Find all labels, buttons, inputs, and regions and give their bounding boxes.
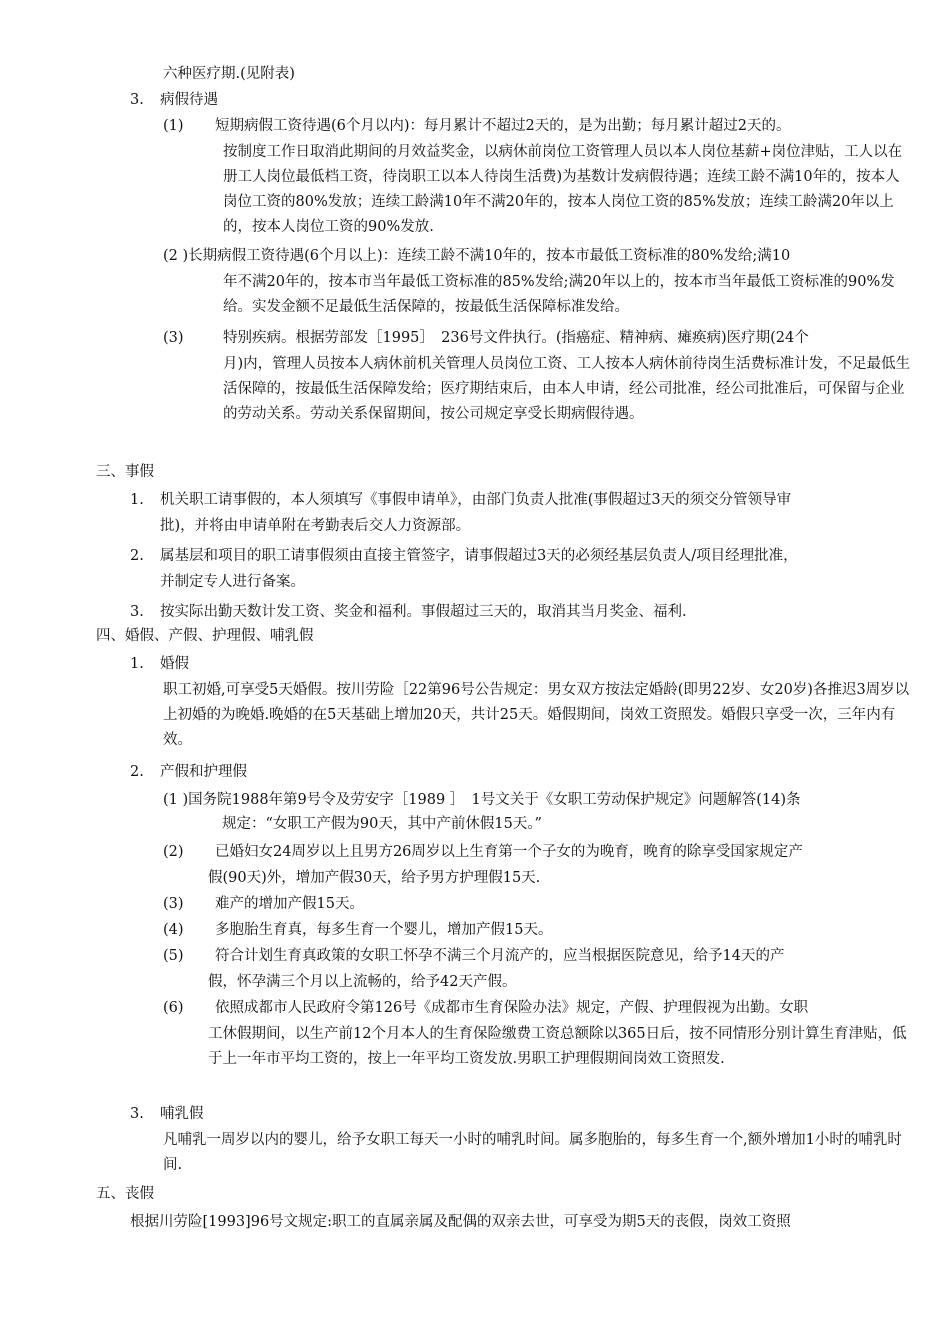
subitem-first-line <box>163 114 791 139</box>
item-title: 婚假 <box>160 656 189 672</box>
list-item-title <box>130 760 247 785</box>
item-number: 3. <box>130 604 144 620</box>
subitem-first-line <box>163 326 809 351</box>
section-heading-sick-leave <box>130 88 218 113</box>
subitem-continuation: 按制度工作日取消此期间的月效益奖金，以病休前岗位工资管理人员以本人岗位基薪+岗位津贴，工人以在册工人岗位最低档工资，待岗职工以本人待岗生活费)为基数计发病假待遇；连续工龄不满10年的，按本人岗位工资的80%发放；连续工龄满10年不满20年的，按本人岗位工资的85%发放；连续工龄满20年以上的，按本人岗位工资的90%发放. <box>223 144 903 235</box>
subitem-first-line <box>163 840 803 865</box>
subitem-continuation: 年不满20年的，按本市当年最低工资标准的85%发给;满20年以上的，按本市当年最低工资标准的90%发给。实发金额不足最低生活保障的，按最低生活保障标准发给。 <box>223 274 895 315</box>
subitem-text: 已婚妇女24周岁以上且男方26周岁以上生育第一个子女的为晚育，晚育的除享受国家规定产 <box>215 844 803 860</box>
list-item-continuation: 并制定专人进行备案。 <box>160 574 305 590</box>
item-text: 属基层和项目的职工请事假须由直接主管签字，请事假超过3天的必须经基层负责人/项目经理批准， <box>160 548 798 564</box>
paragraph: 凡哺乳一周岁以内的婴儿，给予女职工每天一小时的哺乳时间。属多胞胎的，每多生育一个,额外增加1小时的哺乳时间. <box>163 1132 902 1173</box>
subitem-text: 特别疾病。根据劳部发［1995］ 236号文件执行。(指癌症、精神病、瘫痪病)医疗期(24个 <box>223 330 809 346</box>
subitem-number: (3) <box>163 896 184 912</box>
item-title: 产假和护理假 <box>160 764 247 780</box>
subitem-text: 多胞胎生育真，每多生育一个婴儿，增加产假15天。 <box>215 922 553 938</box>
subitem-text: 短期病假工资待遇(6个月以内)：每月累计不超过2天的，是为出勤；每月累计超过2天的。 <box>215 118 791 134</box>
subitem-first-line: (2 )长期病假工资待遇(6个月以上)：连续工龄不满10年的，按本市最低工资标准的80%发给;满10 <box>163 248 791 264</box>
subitem-continuation: 假，怀孕满三个月以上流畅的，给予42天产假。 <box>208 974 517 990</box>
subitem-text: 难产的增加产假15天。 <box>215 896 364 912</box>
list-item <box>130 600 687 625</box>
list-item-first-line <box>130 488 791 513</box>
item-number: 3. <box>130 92 144 108</box>
subitem <box>163 892 364 917</box>
paragraph: 职工初婚,可享受5天婚假。按川劳险［22第96号公告规定：男女双方按法定婚龄(即男22岁、女20岁)各推迟3周岁以上初婚的为晚婚.晚婚的在5天基础上增加20天，共计25天。婚假期间，岗效工资照发。婚假只享受一次，三年内有效。 <box>163 682 910 748</box>
list-item-title <box>130 652 189 677</box>
item-number: 2. <box>130 764 144 780</box>
list-item-continuation: 批)，并将由申请单附在考勤表后交人力资源部。 <box>160 518 471 534</box>
subitem-continuation: 规定：“女职工产假为90天，其中产前休假15天。” <box>222 816 542 832</box>
list-item-first-line <box>130 544 798 569</box>
section-heading-personal-leave: 三、事假 <box>96 464 154 480</box>
item-text: 按实际出勤天数计发工资、奖金和福利。事假超过三天的，取消其当月奖金、福利. <box>160 604 687 620</box>
item-number: 1. <box>130 492 144 508</box>
section-heading-marriage-maternity: 四、婚假、产假、护理假、哺乳假 <box>96 628 314 644</box>
subitem-continuation: 工休假期间，以生产前12个月本人的生育保险缴费工资总额除以365日后，按不同情形分别计算生育津贴，低于上一年市平均工资的，按上一年平均工资发放.男职工护理假期间岗效工资照发. <box>208 1026 907 1067</box>
section-heading-bereavement: 五、丧假 <box>96 1186 154 1202</box>
subitem-number: (1) <box>163 118 184 134</box>
list-item-title <box>130 1102 204 1127</box>
item-title: 病假待遇 <box>160 92 218 108</box>
subitem-number: (4) <box>163 922 184 938</box>
subitem-number: (6) <box>163 1000 184 1016</box>
subitem-continuation: 假(90天)外，增加产假30天，给予男方护理假15天. <box>208 870 541 886</box>
text-line: 根据川劳险[1993]96号文规定:职工的直属亲属及配偶的双亲去世，可享受为期5天的丧假，岗效工资照 <box>130 1214 791 1230</box>
subitem-first-line <box>163 996 808 1021</box>
item-number: 2. <box>130 548 144 564</box>
item-text: 机关职工请事假的，本人须填写《事假申请单》，由部门负责人批准(事假超过3天的须交分管领导审 <box>160 492 792 508</box>
text-line: 六种医疗期.(见附表) <box>163 66 295 82</box>
item-number: 3. <box>130 1106 144 1122</box>
item-number: 1. <box>130 656 144 672</box>
subitem-number: (3) <box>163 330 184 346</box>
subitem-number: (2) <box>163 844 184 860</box>
subitem-continuation: 月)内，管理人员按本人病休前机关管理人员岗位工资、工人按本人病休前待岗生活费标准计发，不足最低生活保障的，按最低生活保障发给；医疗期结束后，由本人申请，经公司批准，经公司批准后，可保留与企业的劳动关系。劳动关系保留期间，按公司规定享受长期病假待遇。 <box>223 356 911 422</box>
subitem-text: 符合计划生育真政策的女职工怀孕不满三个月流产的，应当根据医院意见，给予14天的产 <box>215 948 785 964</box>
subitem <box>163 918 552 943</box>
subitem-text: 依照成都市人民政府令第126号《成都市生育保险办法》规定，产假、护理假视为出勤。女职 <box>215 1000 809 1016</box>
subitem-number: (5) <box>163 948 184 964</box>
item-title: 哺乳假 <box>160 1106 204 1122</box>
subitem-first-line: (1 )国务院1988年第9号令及劳安字［1989 ］ 1号文关于《女职工劳动保护规定》问题解答(14)条 <box>163 792 801 808</box>
subitem-first-line <box>163 944 784 969</box>
